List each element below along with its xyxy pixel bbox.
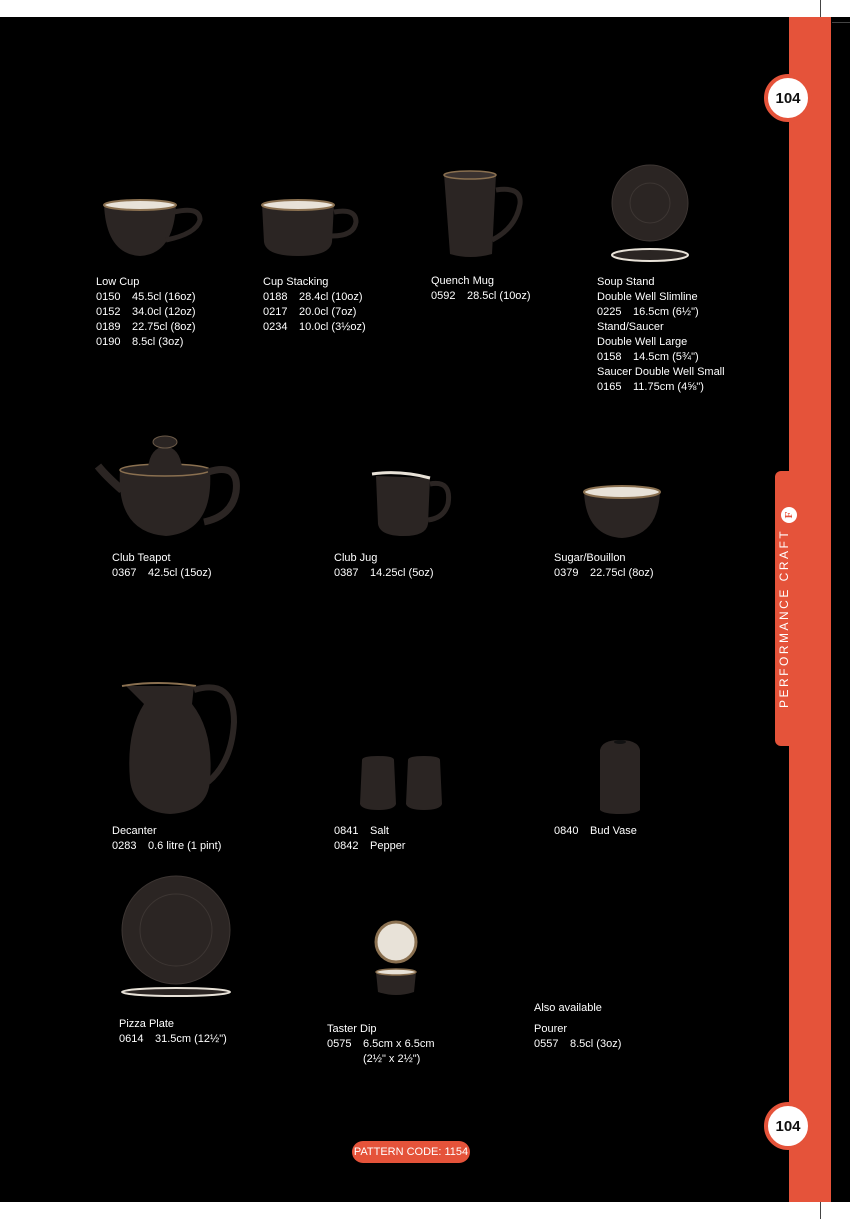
product-desc: Salt (370, 825, 389, 837)
product-code: 0575 (327, 1038, 352, 1050)
product-desc: Pepper (370, 840, 406, 852)
product-title: Soup Stand (597, 276, 655, 288)
product-code: 0152 (96, 306, 121, 318)
bud-vase-image (596, 738, 646, 816)
product-title: Saucer Double Well Small (597, 366, 725, 378)
product-code: 0842 (334, 840, 359, 852)
product-title: Low Cup (96, 276, 140, 288)
product-subtitle: Double Well Large (597, 336, 688, 348)
product-code: 0234 (263, 321, 288, 333)
product-title: Decanter (112, 825, 157, 837)
brand-logo-icon: F (781, 507, 797, 523)
product-title: Cup Stacking (263, 276, 329, 288)
product-code: 0190 (96, 336, 121, 348)
taster-dip-caption (327, 1022, 435, 1067)
club-teapot-image (96, 432, 246, 542)
product-code: 0150 (96, 291, 121, 303)
product-code: 0188 (263, 291, 288, 303)
product-code: 0158 (597, 351, 622, 363)
product-desc: 28.5cl (10oz) (467, 290, 531, 302)
product-desc: 6.5cm x 6.5cm (363, 1038, 435, 1050)
salt-pepper-caption (334, 824, 405, 854)
quench-mug-caption (431, 274, 531, 304)
low-cup-image (100, 198, 210, 263)
decanter-caption (112, 824, 221, 854)
page-number-bottom: 104 (764, 1102, 812, 1150)
product-subtitle: Double Well Slimline (597, 291, 698, 303)
decanter-image (118, 682, 242, 820)
product-desc: 45.5cl (16oz) (132, 291, 196, 303)
product-desc: 0.6 litre (1 pint) (148, 840, 222, 852)
spec-row (96, 290, 196, 305)
product-code: 0557 (534, 1038, 559, 1050)
product-desc: 20.0cl (7oz) (299, 306, 357, 318)
section-label: PERFORMANCE CRAFT (777, 528, 791, 708)
product-title: Stand/Saucer (597, 321, 664, 333)
product-desc: 14.5cm (5¾") (633, 351, 699, 363)
product-desc: 28.4cl (10oz) (299, 291, 363, 303)
product-desc-imperial: (2½" x 2½") (363, 1053, 421, 1065)
pizza-plate-caption (119, 1017, 227, 1047)
also-available-note: Also available (534, 1002, 602, 1014)
product-desc: 22.75cl (8oz) (590, 567, 654, 579)
product-code: 0189 (96, 321, 121, 333)
crop-mark (832, 22, 850, 23)
crop-mark (820, 0, 821, 17)
product-desc: 14.25cl (5oz) (370, 567, 434, 579)
product-code: 0367 (112, 567, 137, 579)
bud-vase-caption (554, 824, 637, 839)
product-desc: 42.5cl (15oz) (148, 567, 212, 579)
crop-mark (820, 1202, 821, 1219)
pourer-caption (534, 1001, 621, 1052)
cup-stacking-image (258, 198, 368, 263)
pattern-code-badge: PATTERN CODE: 1154 (352, 1141, 470, 1163)
product-code: 0283 (112, 840, 137, 852)
spec-row (96, 335, 196, 350)
product-code: 0841 (334, 825, 359, 837)
product-title: Pourer (534, 1023, 568, 1035)
product-title: Sugar/Bouillon (554, 552, 626, 564)
product-title: Pizza Plate (119, 1018, 175, 1030)
product-code: 0592 (431, 290, 456, 302)
product-code: 0614 (119, 1033, 144, 1045)
product-desc: 34.0cl (12oz) (132, 306, 196, 318)
product-desc: 10.0cl (3½oz) (299, 321, 366, 333)
product-code: 0387 (334, 567, 359, 579)
product-title: Quench Mug (431, 275, 494, 287)
pizza-plate-image (120, 874, 240, 1000)
quench-mug-image (440, 170, 530, 270)
product-code: 0165 (597, 381, 622, 393)
product-code: 0840 (554, 825, 579, 837)
low-cup-caption (96, 275, 196, 350)
product-code: 0217 (263, 306, 288, 318)
club-jug-caption (334, 551, 434, 581)
product-desc: Bud Vase (590, 825, 637, 837)
soup-stand-image (608, 165, 698, 265)
product-title: Club Teapot (112, 552, 171, 564)
product-desc: 8.5cl (3oz) (570, 1038, 622, 1050)
product-desc: 8.5cl (3oz) (132, 336, 184, 348)
cup-stacking-caption (263, 275, 366, 335)
product-code: 0379 (554, 567, 579, 579)
club-jug-image (368, 468, 458, 540)
product-title: Taster Dip (327, 1023, 377, 1035)
product-title: Club Jug (334, 552, 378, 564)
sugar-bouillon-image (582, 484, 664, 542)
soup-stand-caption (597, 275, 725, 395)
product-desc: 22.75cl (8oz) (132, 321, 196, 333)
spec-row (96, 305, 196, 320)
product-desc: 11.75cm (4⅝") (633, 381, 704, 393)
salt-pepper-image (354, 754, 448, 812)
taster-dip-image (372, 922, 422, 998)
page-number-top: 104 (764, 74, 812, 122)
product-code: 0225 (597, 306, 622, 318)
sugar-bouillon-caption (554, 551, 654, 581)
product-desc: 16.5cm (6½") (633, 306, 699, 318)
spec-row (96, 320, 196, 335)
club-teapot-caption (112, 551, 212, 581)
product-desc: 31.5cm (12½") (155, 1033, 227, 1045)
